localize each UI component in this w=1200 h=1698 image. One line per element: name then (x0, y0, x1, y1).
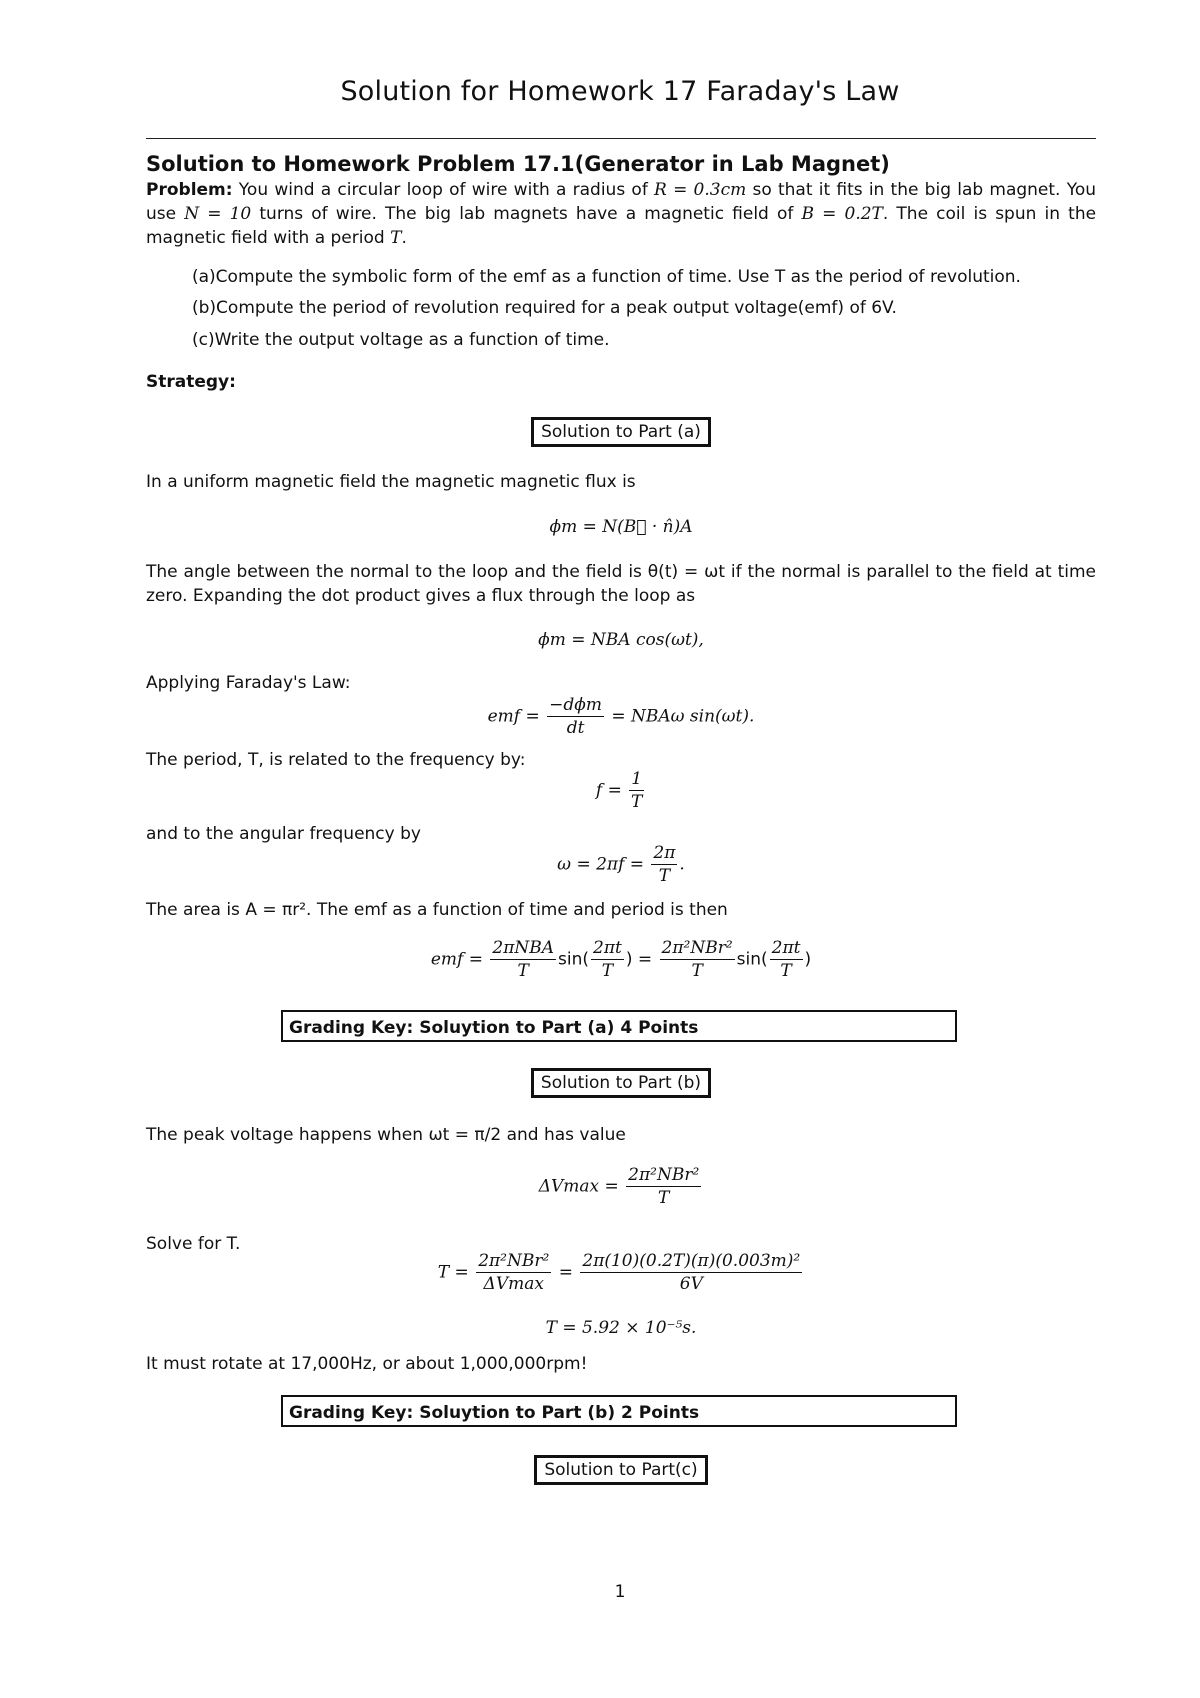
vmax-lhs: ΔVmax = (538, 1176, 619, 1197)
frequency-lhs: f = (595, 780, 622, 801)
flux-equation-2 (146, 630, 1096, 650)
frequency-denominator: T (631, 792, 643, 812)
vmax-numerator: 2π²NBr² (628, 1165, 700, 1185)
part-c-question: (c)Write the output voltage as a function of time. (192, 330, 610, 350)
problem-text-b: so that it fits in the big lab magnet. You use (146, 180, 1096, 224)
vmax-equation (146, 1164, 1096, 1209)
faraday-text: Applying Faraday's Law: (146, 673, 351, 693)
emf-numerator: −dϕm (549, 695, 602, 715)
emf2-f1-num: 2πNBA (492, 938, 555, 958)
grading-key-a: Grading Key: Soluytion to Part (a) 4 Points (281, 1010, 957, 1042)
emf2-f4-den: T (780, 961, 792, 981)
angular-denominator: T (658, 866, 671, 886)
part-b-box-wrap (146, 1068, 1096, 1098)
part-a-box-wrap (146, 417, 1096, 447)
period-f2-den: 6V (679, 1274, 703, 1294)
part-b-question: (b)Compute the period of revolution required for a peak output voltage(emf) of 6V. (192, 298, 897, 318)
period-lhs: T = (437, 1262, 469, 1283)
frequency-fraction (629, 768, 644, 813)
emf2-end: ) (804, 949, 812, 970)
emf-equation (146, 694, 1096, 739)
field-value: B = 0.2T (801, 204, 883, 224)
angular-fraction (651, 842, 677, 887)
period-fraction-2 (580, 1250, 802, 1295)
angular-equation (146, 842, 1096, 887)
problem-heading: Solution to Homework Problem 17.1(Generator in Lab Magnet) (146, 152, 890, 176)
part-c-box-wrap (146, 1455, 1096, 1485)
emf2-sin-1: sin( (558, 949, 590, 970)
period-result-text: T = 5.92 × 10⁻⁵s. (545, 1318, 697, 1338)
angular-numerator: 2π (653, 843, 676, 863)
period-result (146, 1318, 1096, 1338)
page-number: 1 (614, 1582, 626, 1602)
part-a-question: (a)Compute the symbolic form of the emf as a function of time. Use T as the period of revolution. (192, 267, 1021, 287)
emf-lhs: emf = (487, 706, 540, 727)
flux-equation-2-text: ϕm = NBA cos(ωt), (538, 630, 704, 650)
emf2-f1-den: T (517, 961, 529, 981)
period-f1-den: ΔVmax (483, 1274, 544, 1294)
period-symbol: T (390, 228, 402, 248)
period-equals: = (558, 1262, 573, 1283)
problem-statement (146, 178, 1096, 250)
part-b-box: Solution to Part (b) (531, 1068, 711, 1098)
title-rule (146, 138, 1096, 139)
emf2-sin-2: sin( (736, 949, 768, 970)
strategy-label: Strategy: (146, 372, 236, 392)
angular-lhs: ω = 2πf = (557, 854, 645, 875)
emf-rhs: = NBAω sin(ωt). (611, 706, 755, 727)
problem-text-a: You wind a circular loop of wire with a radius of (238, 180, 648, 200)
period-f2-num: 2π(10)(0.2T)(π)(0.003m)² (582, 1251, 801, 1271)
rotate-text: It must rotate at 17,000Hz, or about 1,000,000rpm! (146, 1354, 588, 1374)
problem-label: Problem: (146, 180, 233, 200)
emf2-fraction-4 (770, 937, 803, 982)
turns-value: N = 10 (184, 204, 252, 224)
period-fraction-1 (476, 1250, 551, 1295)
angular-end: . (679, 854, 685, 875)
area-text: The area is A = πr². The emf as a function of time and period is then (146, 900, 728, 920)
period-equation (146, 1250, 1096, 1295)
emf2-fraction-1 (490, 937, 556, 982)
angle-text: The angle between the normal to the loop and the field is θ(t) = ωt if the normal is parallel to the field at time zero. Expanding the dot product gives a flux through the loop as (146, 562, 1096, 606)
emf-denominator: dt (566, 718, 585, 738)
frequency-numerator: 1 (631, 769, 643, 789)
flux-equation (146, 517, 1096, 537)
period-f1-num: 2π²NBr² (478, 1251, 550, 1271)
emf-period-equation (146, 937, 1096, 982)
emf2-f2-num: 2πt (593, 938, 622, 958)
emf2-fraction-2 (591, 937, 624, 982)
problem-period: . (401, 228, 407, 248)
emf2-f3-num: 2π²NBr² (661, 938, 733, 958)
emf2-lhs: emf = (430, 949, 483, 970)
part-a-box: Solution to Part (a) (531, 417, 711, 447)
vmax-fraction (626, 1164, 701, 1209)
flux-equation-text: ϕm = N(B⃗ · n̂)A (549, 517, 693, 537)
radius-value: R = 0.3cm (654, 180, 747, 200)
period-text: The period, T, is related to the frequency by: (146, 750, 526, 770)
emf2-f3-den: T (691, 961, 703, 981)
emf-fraction (547, 694, 604, 739)
frequency-equation (146, 768, 1096, 813)
solve-text: Solve for T. (146, 1234, 241, 1254)
emf2-fraction-3 (660, 937, 735, 982)
vmax-denominator: T (658, 1188, 670, 1208)
problem-text-d: . The coil is spun in the magnetic field with a period (146, 204, 1097, 248)
flux-intro: In a uniform magnetic field the magnetic magnetic flux is (146, 472, 636, 492)
angular-text: and to the angular frequency by (146, 824, 421, 844)
emf2-f2-den: T (601, 961, 614, 981)
emf2-f4-num: 2πt (771, 938, 801, 958)
part-c-box: Solution to Part(c) (534, 1455, 707, 1485)
peak-text: The peak voltage happens when ωt = π/2 and has value (146, 1125, 626, 1145)
grading-key-b: Grading Key: Soluytion to Part (b) 2 Points (281, 1395, 957, 1427)
document-title: Solution for Homework 17 Faraday's Law (340, 76, 900, 107)
problem-text-c: turns of wire. The big lab magnets have a magnetic field of (259, 204, 794, 224)
emf2-mid: ) = (625, 949, 653, 970)
